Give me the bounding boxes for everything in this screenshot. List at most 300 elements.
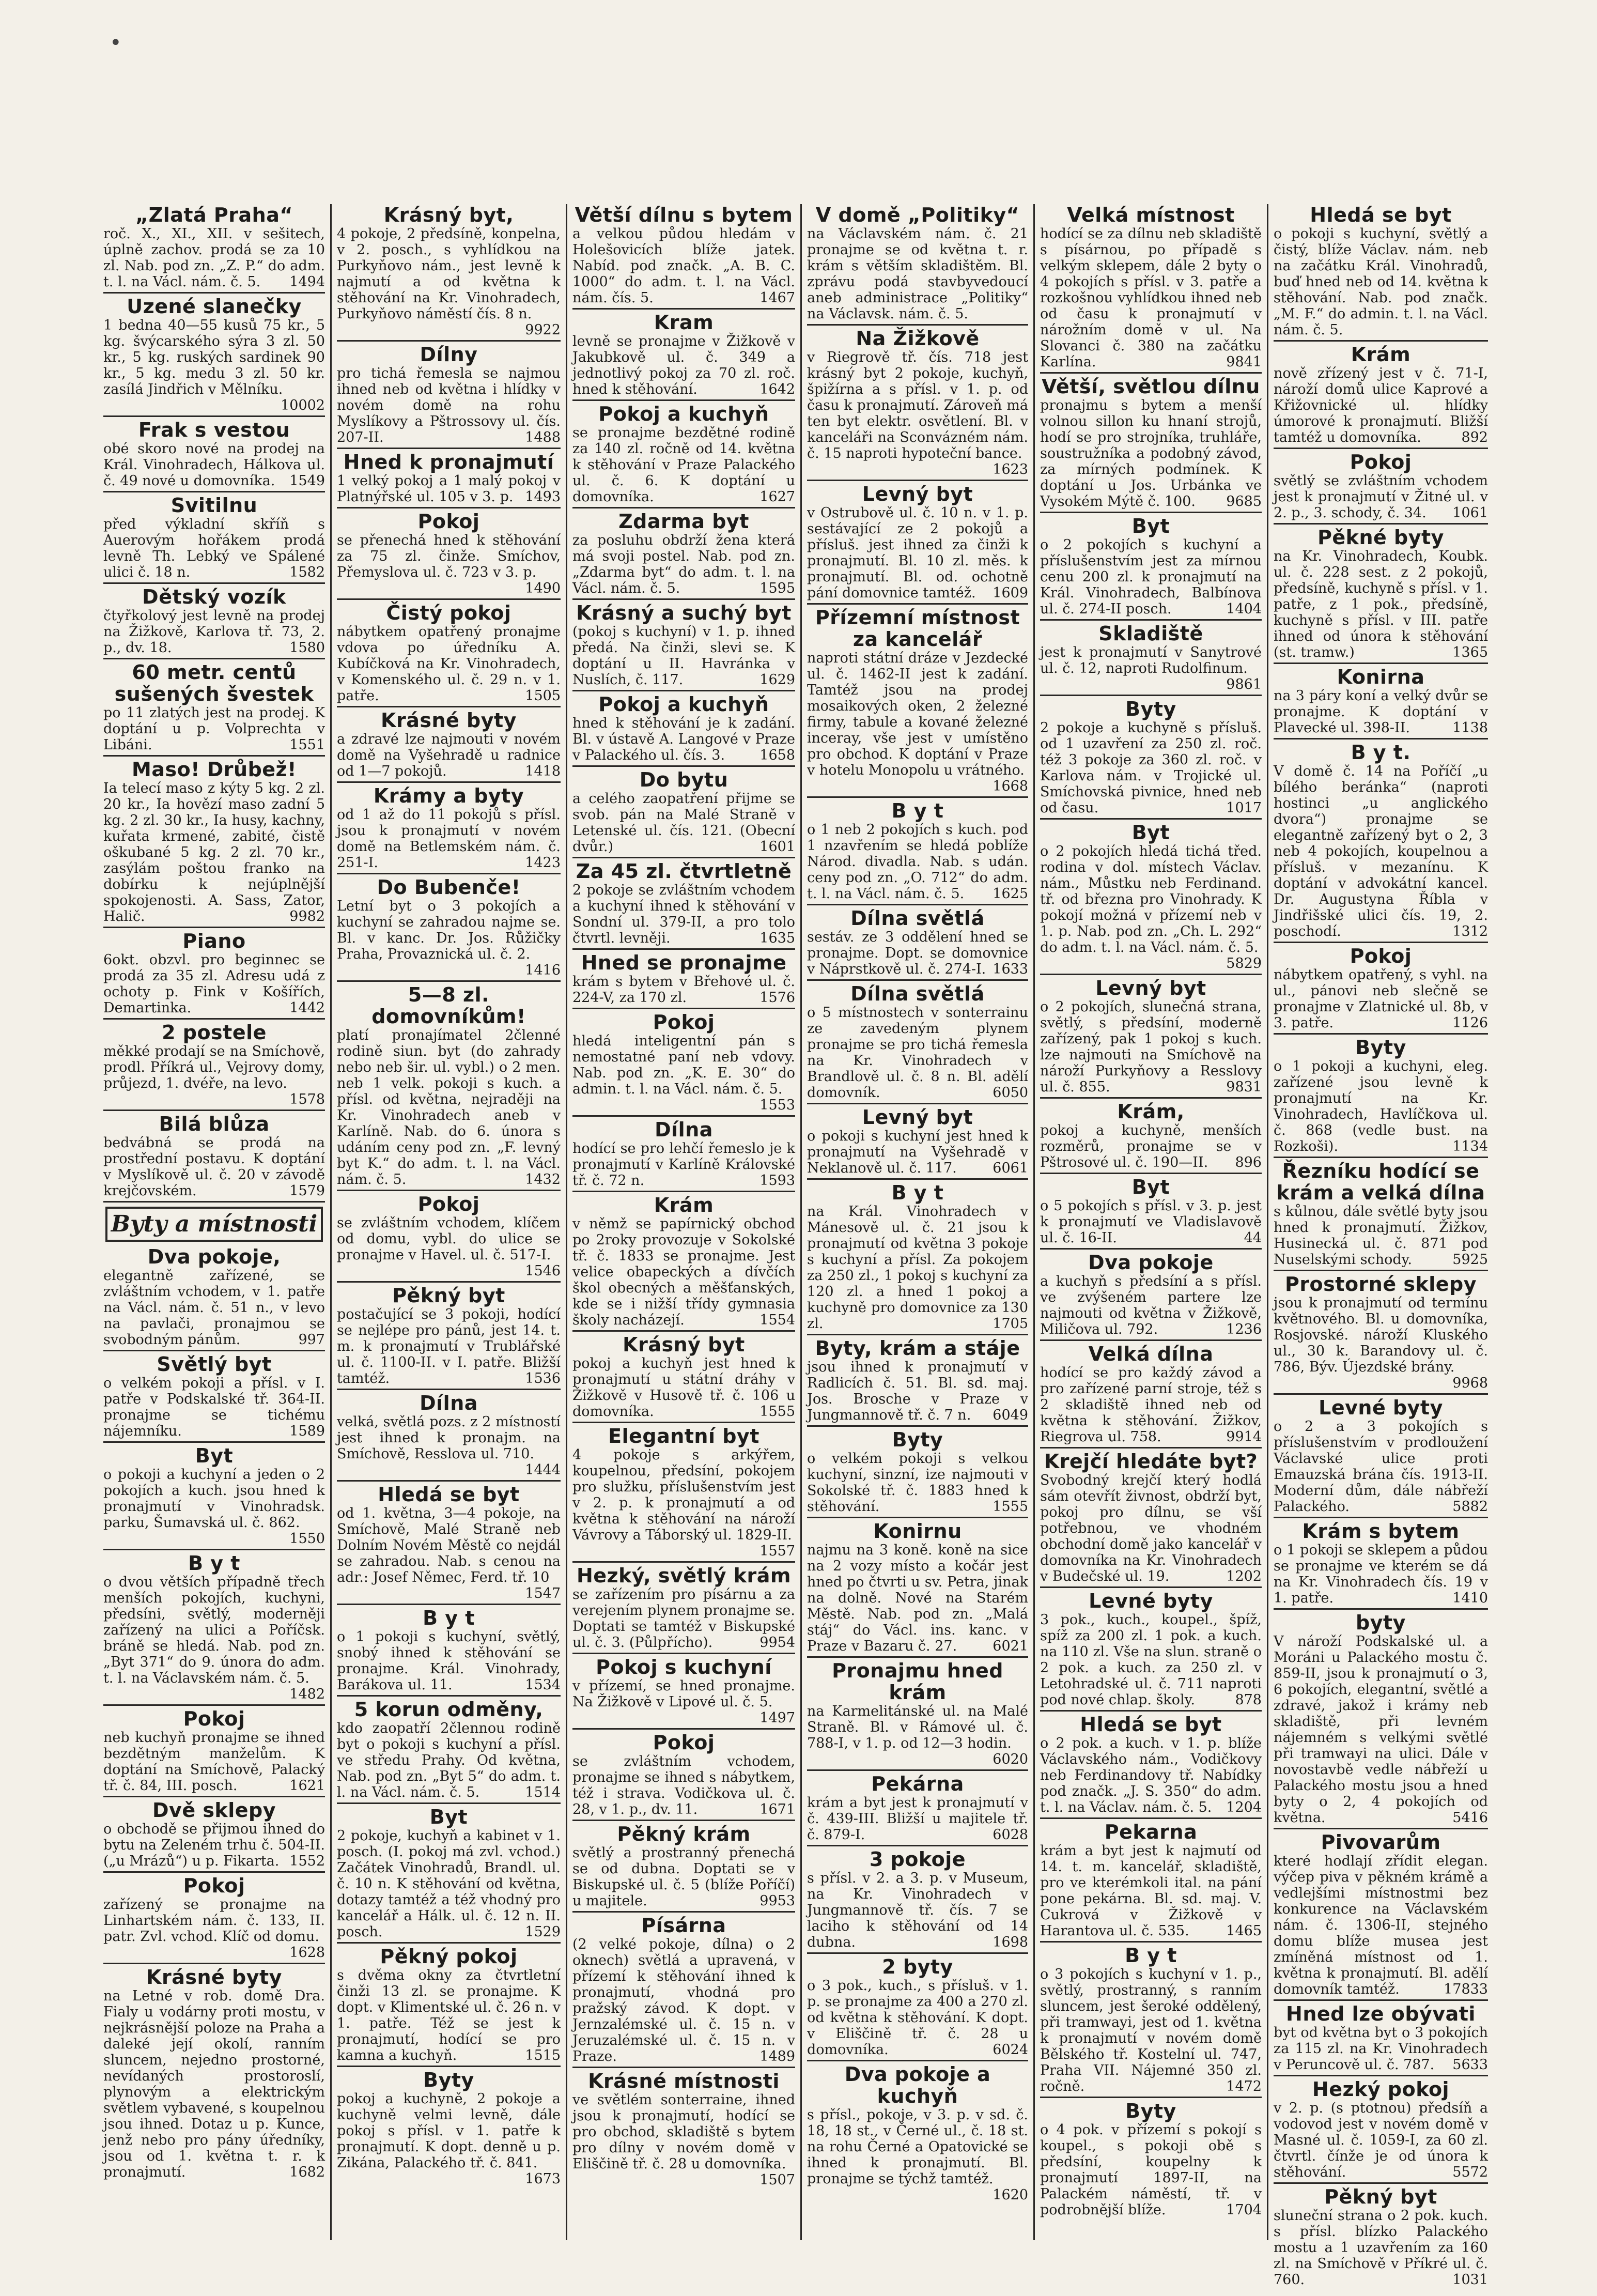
ad-divider (103, 1963, 325, 1964)
ad-headline: Krásný a suchý byt (576, 602, 792, 624)
classified-ad (572, 694, 795, 763)
classified-ad (103, 1246, 325, 1348)
ad-number: 5925 (1452, 1252, 1488, 1268)
ad-body: (pokoj s kuchyní) v 1. p. ihned předá. Na činži, slevi se. K doptání u II. Havránka v Nuslích, č. 117. 1629 (572, 624, 795, 688)
ad-body: 1 bedna 40—55 kusů 75 kr., 5 kg. švýcarského sýra 3 zl. 50 kr., 5 kg. ruských sardinek 90 kr., 5 kg. medu 3 zl. 50 kr. zasílá Jindřich v Mělníku. 10002 (103, 317, 325, 413)
ad-divider (1040, 1817, 1262, 1819)
ad-headline: Byty (1125, 698, 1176, 720)
classified-ad (1274, 1520, 1488, 1606)
ad-number: 1555 (993, 1499, 1028, 1515)
ad-body: s přísl. v 2. a 3. p. v Museum, na Kr. Vinohradech v Jungmannově tř. čís. 7 se laciho k stěhování od 14 dubna. 1698 (807, 1870, 1028, 1950)
ad-body: 2 pokoje se zvláštním vchodem a kuchyní ihned k stěhování v Sondní ul. 379-II, a pro tolo čtvrtl. levněji. 1635 (572, 882, 795, 946)
ad-divider (1040, 1339, 1262, 1341)
ad-divider (807, 1178, 1028, 1180)
ad-number: 1536 (525, 1370, 561, 1386)
classified-ad (1040, 623, 1262, 692)
ad-headline: Do Bubenče! (377, 876, 521, 899)
classified-ad (572, 1425, 795, 1559)
ad-headline: B y t. (1351, 741, 1411, 764)
classified-ad (572, 1732, 795, 1817)
ad-body: pro tichá řemesla se najmou ihned neb od května i hlídky v novém domě na rohu Myslíkovy a Pštrossovy ul. čís. 207-II. 1488 (337, 365, 561, 445)
ad-number: 1642 (759, 381, 795, 397)
classified-ad (337, 602, 561, 704)
ad-headline: Pokoj (653, 1011, 715, 1034)
ad-divider (1274, 662, 1488, 664)
classified-ad (807, 1429, 1028, 1515)
ad-number: 1494 (289, 274, 325, 290)
ad-number: 1682 (289, 2164, 325, 2180)
classified-ad (807, 607, 1028, 794)
ad-body: na Letné v rob. domě Dra. Fialy u vodárny proti mostu, v nejkrásnější poloze na Praha a daleké její okolí, ranním sluncem, nejedno prostorné, nevídaných prostoroslí, plynovým a elektrickým světlem vybavené, s koupelnou jsou ihned. Dotaz u p. Kunce, jenž nebo pro pány úředníky, jsou od 1. května t. r. k pronajmutí. 1682 (103, 1988, 325, 2180)
ad-body: hodící se za dílnu neb skladiště s písárnou, po případě s velkým sklepem, dále 2 byty o 4 pokojích s přísl. v 3. patře a rozkošnou vyhlídkou ihned neb od času k pronajmutí v nárožním domě v ul. Na Slovanci č. 380 na začátku Karlína. 9841 (1040, 226, 1262, 370)
ad-headline: Dvě sklepy (152, 1799, 276, 1822)
ad-headline: Frak s vestou (138, 419, 290, 441)
ad-body: V nároží Podskalské ul. a Moráni u Palackého mostu č. 859-II, jsou k pronajmutí o 3, 6 pokojích, elegantní, světlé a zdravé, jakož i krámy neb skladiště, při levném nájemném s velkými světlé při tramwayi na ulici. Dále v novostavbě vedle nábřeží u Palackého mostu jsou a hned byty o 2, 4 pokojích od května. 5416 (1274, 1634, 1488, 1826)
ad-headline: Písárna (641, 1914, 726, 1937)
ad-number: 1658 (759, 747, 795, 763)
ad-headline: Do bytu (639, 768, 728, 791)
ad-body: pronajmu s bytem a menší volnou sillon ku hnaní strojů, hodí se pro strojníka, truhláře, soustružníka a podobný závod, za mírných podmínek. K doptání u Jos. Urbánka ve Vysokém Mýtě č. 100. 9685 (1040, 397, 1262, 510)
ad-divider (103, 292, 325, 294)
ad-headline: Zdarma byt (618, 510, 749, 533)
ad-body: o velkém pokoji s velkou kuchyní, sinzní, ize najmouti v Sokolské tř. č. 1883 hned k stěhování. 1555 (807, 1451, 1028, 1515)
ad-headline: Krásný byt (623, 1333, 745, 1356)
ad-divider (572, 507, 795, 508)
ad-number: 1236 (1226, 1321, 1262, 1337)
ad-body: o 5 pokojích s přísl. v 3. p. jest k pronajmutí ve Vladislavově ul. č. 16-II. 44 (1040, 1198, 1262, 1246)
ad-headline: Pokoj (1350, 451, 1412, 473)
ad-divider (572, 765, 795, 767)
ad-body: s kůlnou, dále světlé byty jsou hned k pronajmutí. Žižkov, Husinecká ul. č. 871 pod Nuselskými schody. 5925 (1274, 1204, 1488, 1268)
ad-headline: 60 metr. centů sušených švestek (114, 661, 314, 705)
ad-divider (103, 491, 325, 492)
ad-number: 1482 (289, 1686, 325, 1702)
ad-divider (103, 658, 325, 659)
ad-headline: Byty (1125, 2100, 1176, 2122)
classified-ad (572, 860, 795, 946)
ad-number: 9831 (1226, 1079, 1262, 1095)
ad-number: 1507 (759, 2172, 795, 2188)
classified-ad (572, 1656, 795, 1726)
ad-divider (572, 1653, 795, 1654)
ad-number: 896 (1235, 1154, 1262, 1170)
ad-divider (572, 1422, 795, 1423)
ad-headline: Velká místnost (1067, 204, 1235, 226)
ad-body: kdo zaopatří 2člennou rodině byt o pokoji s kuchyní a přísl. ve středu Prahy. Od května, Nab. pod zn. „Byt 5“ do adm. t. l. na Václ. nám. č. 5. 1514 (337, 1720, 561, 1800)
ad-number: 1493 (525, 489, 561, 505)
classified-ad (1274, 344, 1488, 445)
ad-body: (2 velké pokoje, dílna) o 2 oknech) světlá a upravená, v přízemí k stěhování ihned k pronajmutí, vhodná pro pražský závod. K dopt. v Jernzalémské ul. č. 15 n. v Jeruzalémské ul. č. 15 n. v Praze. 1489 (572, 1936, 795, 2064)
ad-number: 1472 (1226, 2078, 1262, 2094)
ad-divider (103, 1441, 325, 1443)
ad-body: nábytkem opatřený pronajme vdova po úředníku A. Kubíčková na Kr. Vinohradech, v Komenského ul. č. 29 n. v 1. patře. 1505 (337, 624, 561, 704)
ad-divider (807, 1517, 1028, 1518)
ad-number: 1432 (525, 1172, 561, 1188)
ad-divider (337, 1942, 561, 1944)
ad-headline: Za 45 zl. čtvrtletně (576, 860, 792, 883)
ad-body: s dvěma okny za čtvrtletní činži 13 zl. se pronajme. K dopt. v Klimentské ul. č. 26 n. v 1. patře. Též se jest k pronajmutí, hodící se pro kamna a kuchyň. 1515 (337, 1967, 561, 2063)
ad-headline: Krásné byty (146, 1966, 282, 1989)
ad-divider (1040, 619, 1262, 621)
ad-body: 3 pok., kuch., koupel., špíž, spíž za 200 zl. 1 pok. a kuch. na 110 zl. Vše na slun. straně o 2 pok. a kuch. za 250 zl. v Letohradské ul. č. 711 naproti pod nové chlap. školy. 878 (1040, 1612, 1262, 1708)
classified-ad (1040, 822, 1262, 972)
classified-ad (807, 983, 1028, 1101)
ad-headline: „Zlatá Praha“ (135, 204, 293, 226)
ad-number: 17833 (1444, 1981, 1488, 1997)
ad-body: a celého zaopatření přijme se svob. pán na Malé Straně v Letenské ul. čís. 121. (Obecní dvůr.) 1601 (572, 791, 795, 855)
ad-headline: Uzené slanečky (127, 295, 302, 318)
classified-ad (1274, 1612, 1488, 1826)
classified-ad (103, 296, 325, 413)
ad-number: 6028 (993, 1827, 1028, 1843)
ad-headline: Byty (892, 1428, 943, 1451)
ad-number: 1551 (289, 737, 325, 753)
ad-body: od 1 až do 11 pokojů s přísl. jsou k pronajmutí v novém domě na Betlemském nám. č. 251-I. 1423 (337, 807, 561, 871)
ad-headline: Dětský vozík (142, 585, 286, 608)
classified-ad (337, 1285, 561, 1386)
ad-divider (1274, 2075, 1488, 2076)
ad-number: 1126 (1452, 1015, 1488, 1031)
ad-body: o pokoji s kuchyní, světlý a čistý, blíže Václav. nám. neb na začátku Král. Vinohradů, buď hned neb od 14. května k stěhování. Nab. pod značk. „M. F.“ do admin. t. l. na Václ. nám. č. 5. (1274, 226, 1488, 338)
ad-body: pokoj a kuchyně, menších rozměrů, pronajme se v Pštrosové ul. č. 190—II. 896 (1040, 1122, 1262, 1170)
ad-headline: Dílna světlá (850, 907, 985, 930)
ad-divider (572, 948, 795, 950)
ad-divider (807, 904, 1028, 905)
classified-ad (103, 930, 325, 1016)
ad-body: hledá inteligentní pán s nemostatné paní neb vdovy. Nab. pod zn. „K. E. 30“ do admin. t. l. na Václ. nám. č. 5. 1553 (572, 1033, 795, 1113)
ad-headline: Pěkný krám (617, 1823, 751, 1845)
ad-headline: Hledá se byt (1080, 1713, 1222, 1736)
ad-headline: Pokoj (417, 510, 480, 533)
ad-divider (572, 1008, 795, 1009)
section-banner: Byty a místnosti (105, 1207, 323, 1242)
ad-divider (337, 340, 561, 342)
ad-number: 1312 (1452, 923, 1488, 939)
ad-divider (1040, 1173, 1262, 1174)
classified-ad (807, 204, 1028, 322)
ad-number: 9922 (525, 322, 561, 338)
ad-number: 1489 (759, 2048, 795, 2064)
ad-headline: Byty (1355, 1036, 1406, 1059)
ad-divider (572, 1728, 795, 1730)
ad-number: 1627 (759, 489, 795, 505)
ad-body: o 2 pokojích, slunečná strana, světlý, s předsíní, moderně zařízený, pak 1 pokoj s kuch. lze najmouti na Smíchově na nároží Purkyňovy a Resslovy ul. č. 855. 9831 (1040, 999, 1262, 1095)
ad-headline: Byt (1131, 515, 1170, 537)
classified-ad (807, 328, 1028, 477)
ad-headline: Světlý byt (157, 1353, 272, 1376)
ad-body: bedvábná se prodá na prostřední postavu. K doptání v Myslíkově ul. č. 20 v závodě krejčovském. 1579 (103, 1135, 325, 1199)
classified-ad (103, 419, 325, 489)
classified-ad (337, 1193, 561, 1279)
ad-number: 1410 (1452, 1590, 1488, 1606)
ad-number: 9968 (1452, 1375, 1488, 1391)
ad-divider (337, 1281, 561, 1283)
ad-body: na Kr. Vinohradech, Koubk. ul. č. 228 sest. z 2 pokojů, předsíně, kuchyně s přísl. v 1. patře, z 1 pok., předsíně, kuchyně s přísl. v III. patře ihned od února k stěhování (st. tramw.) 1365 (1274, 548, 1488, 660)
classified-ad (103, 1875, 325, 1961)
ad-number: 1031 (1452, 2272, 1488, 2288)
classified-ad (337, 1699, 561, 1800)
ad-divider (572, 1115, 795, 1117)
ad-divider (572, 1820, 795, 1821)
ad-divider (337, 1190, 561, 1191)
ad-headline: Byty, krám a stáje (815, 1337, 1020, 1360)
ad-number: 1671 (759, 1801, 795, 1817)
classified-ad (572, 1119, 795, 1189)
ad-headline: B y t (891, 1181, 944, 1204)
classified-ad (1274, 527, 1488, 660)
classified-ad (1040, 204, 1262, 370)
ad-divider (1274, 340, 1488, 342)
ad-divider (1274, 523, 1488, 525)
ad-number: 1609 (993, 585, 1028, 601)
ad-body: nově zřízený jest v č. 71-I, nároží domů ulice Kaprové a Křižovnické ul. hlídky úmorové k pronajmutí. Bližší tamtéž u domovníka. 892 (1274, 365, 1488, 445)
ad-headline: Pokoj (183, 1707, 245, 1730)
ad-number: 1550 (289, 1531, 325, 1547)
ad-divider (103, 1704, 325, 1706)
ad-divider (1040, 818, 1262, 820)
classified-ad (572, 2070, 795, 2188)
ad-number: 1444 (525, 1462, 561, 1478)
ad-number: 1580 (289, 640, 325, 656)
ad-number: 1497 (759, 1710, 795, 1726)
ad-body: o velkém pokoji a přísl. v I. patře v Podskalské tř. 364-II. pronajme se tichému nájemníku. 1589 (103, 1375, 325, 1439)
ad-body: v němž se papírnický obchod po 2roky provozuje v Sokolské tř. č. 1833 se pronajme. Jest velice obapeckých a dívčích škol obecných a měšťanských, kde se i nižší třídy gymnasia školy nacházejí. 1554 (572, 1216, 795, 1328)
classified-ad (1274, 1160, 1488, 1268)
classified-ad (1040, 376, 1262, 510)
ad-divider (337, 1695, 561, 1697)
classified-ad (1040, 698, 1262, 816)
classified-ad (1040, 1343, 1262, 1445)
classified-ad (1040, 977, 1262, 1095)
ad-divider (572, 308, 795, 310)
ad-body: krám a byt jest k najmutí od 14. t. m. kancelář, skladiště, pro ve kterémkoli ital. na pání pone pekárna. Bl. sd. maj. V. Cukrová v Žižkově v Harantova ul. č. 535. 1465 (1040, 1843, 1262, 1939)
ad-divider (572, 690, 795, 691)
ad-divider (1040, 1248, 1262, 1250)
ad-headline: B y t (423, 1607, 475, 1629)
classified-ad (103, 759, 325, 924)
ad-number: 1633 (993, 961, 1028, 977)
classified-ad (1040, 1101, 1262, 1170)
ad-headline: Dílna (420, 1392, 478, 1414)
ad-divider (1274, 1157, 1488, 1158)
ad-body: 1 velký pokoj a 1 malý pokoj v Platnýřské ul. 105 v 3. p. 1493 (337, 473, 561, 505)
ad-number: 6020 (993, 1751, 1028, 1767)
ad-headline: Pivovarům (1321, 1831, 1441, 1854)
ad-divider (103, 415, 325, 417)
ad-headline: Dva pokoje (1088, 1251, 1214, 1274)
ad-headline: Levné byty (1089, 1590, 1213, 1612)
ad-body: v přízemí, se hned pronajme. Na Žižkově v Lipové ul. č. 5. 1497 (572, 1678, 795, 1726)
classified-ad (572, 602, 795, 688)
ad-headline: 5—8 zl. domovníkům! (371, 983, 526, 1028)
ad-number: 1673 (525, 2171, 561, 2187)
ad-divider (572, 857, 795, 858)
classified-ad (807, 483, 1028, 601)
ad-column-3 (566, 204, 800, 2240)
ad-body: v Riegrově tř. čís. 718 jest krásný byt 2 pokoje, kuchyň, špižírna a s přísl. v 1. p. od času k pronajmutí. Zároveň má ten byt elektr. osvětlení. Bl. v kanceláři na Sconvázném nám. č. 15 naproti hypoteční bance. 1623 (807, 349, 1028, 477)
ad-number: 1623 (993, 461, 1028, 477)
classified-ad (572, 1334, 795, 1420)
ad-number: 9914 (1226, 1429, 1262, 1445)
classified-ad (572, 1565, 795, 1651)
ad-divider (807, 796, 1028, 798)
classified-ad (572, 403, 795, 505)
classified-ad (337, 1607, 561, 1693)
ad-number: 6061 (993, 1160, 1028, 1176)
classified-ad (103, 586, 325, 656)
ad-divider (103, 1796, 325, 1797)
classified-ad (807, 1660, 1028, 1767)
ad-divider (1274, 1828, 1488, 1829)
ad-body: byt od května byt o 3 pokojích za 115 zl. na Kr. Vinohradech v Peruncově ul. č. 787. 5633 (1274, 2025, 1488, 2073)
ad-divider (1274, 1608, 1488, 1610)
ad-number: 1629 (759, 672, 795, 688)
ad-number: 878 (1235, 1692, 1262, 1708)
page-mark: • (110, 31, 122, 55)
ad-number: 1134 (1452, 1138, 1488, 1154)
ad-number: 1017 (1226, 800, 1262, 816)
ad-body: s přísl., pokoje, v 3. p. v sd. č. 18, 18 st., v Černé ul., č. 18 st. na rohu Černé a Opatovické se ihned k pronajmutí. Bl. pronajme se týchž tamtéž. 1620 (807, 2107, 1028, 2203)
ad-number: 1404 (1226, 601, 1262, 617)
ad-divider (807, 1103, 1028, 1104)
ad-body: levně se pronajme v Žižkově v Jakubkově ul. č. 349 a jednotlivý pokoj za 70 zl. roč. hned k stěhování. 1642 (572, 333, 795, 397)
ad-divider (1040, 372, 1262, 374)
ad-number: 1204 (1226, 1799, 1262, 1815)
ad-number: 1534 (525, 1677, 561, 1693)
classified-ad (337, 1806, 561, 1940)
ad-divider (337, 1604, 561, 1605)
ad-number: 1549 (289, 473, 325, 489)
ad-body: roč. X., XI., XII. v sešitech, úplně zachov. prodá se za 10 zl. Nab. pod zn. „Z. P.“ do adm. t. l. na Václ. nám. č. 5. 1494 (103, 226, 325, 290)
ad-body: sluneční strana o 2 pok. kuch. s přísl. blízko Palackého mostu a 1 uzavřením za 160 zl. na Smíchově v Příkré ul. č. 760. 1031 (1274, 2208, 1488, 2288)
classified-ad (103, 1552, 325, 1702)
ad-divider (1040, 1586, 1262, 1588)
ad-headline: Hned lze obývati (1286, 2002, 1476, 2025)
ad-number: 1601 (759, 839, 795, 855)
ad-headline: Krásný byt, (383, 204, 514, 226)
classified-ad (807, 1848, 1028, 1950)
classified-ad (807, 1182, 1028, 1332)
ad-headline: Dílna světlá (850, 982, 985, 1005)
ad-headline: Krám (1351, 343, 1411, 366)
ad-headline: Pekarna (1104, 1821, 1198, 1843)
ad-divider (572, 399, 795, 401)
ad-headline: Konirnu (873, 1520, 962, 1543)
ad-divider (1274, 942, 1488, 943)
ad-number: 9982 (289, 908, 325, 924)
ad-number: 1467 (759, 290, 795, 306)
ad-headline: Dva pokoje, (147, 1245, 281, 1268)
classified-ad (572, 769, 795, 855)
ad-divider (807, 324, 1028, 326)
ad-headline: Elegantní byt (608, 1425, 759, 1447)
ad-number: 1557 (759, 1543, 795, 1559)
ad-body: 6okt. obzvl. pro beginnec se prodá za 35 zl. Adresu udá z ochoty p. Fink v Košířích, Demartinka. 1442 (103, 952, 325, 1016)
ad-body: na Král. Vinohradech v Mánesově ul. č. 21 jsou k pronajmutí od května 3 pokoje s kuchyní a přísl. Za pokojem za 250 zl., 1 pokoj s kuchyní za 120 zl. a hned 1 pokoj a kuchyně pro domovnice za 130 zl. 1705 (807, 1204, 1028, 1332)
ad-headline: Levný byt (862, 483, 973, 505)
ad-body: 4 pokoje s arkýřem, koupelnou, předsíní, pokojem pro služku, příslušenstvím jest v 2. p. k pronajmutí a od května k stěhování na nároží Vávrovy a Táborský ul. 1829-II. 1557 (572, 1447, 795, 1559)
ad-number: 5572 (1452, 2164, 1488, 2180)
classified-ad (103, 1445, 325, 1547)
ad-headline: Byt (195, 1444, 234, 1467)
ad-body: V domě č. 14 na Poříčí „u bílého beránka“ (naproti hostinci „u anglického dvora“) pronajme se elegantně zařízený byt o 2, 3 neb 4 pokojích, koupelnou a přísluš. v mezanínu. K doptání v advokátní kancel. Dr. Augustyna Říbla v Jindřišské ulici čís. 19, 2. poschodí. 1312 (1274, 763, 1488, 939)
classified-ad (807, 1773, 1028, 1843)
ad-body: se pronajme bezdětné rodině za 140 zl. ročně od 14. května k stěhování v Praze Palackého ul. č. 6. K doptání u domovníka. 1627 (572, 425, 795, 505)
ad-number: 5416 (1452, 1810, 1488, 1826)
classified-ad (572, 1011, 795, 1113)
ad-body: které hodlají zřídit elegan. výčep piva v pěkném krámě a vedlejšími místnostmi bez konkurence na Václavském nám. č. 1306-II, stejného domu blíže musea jest zmíněná místnost od 1. května k pronajmutí. Bl. adělí domovník tamtéž. 17833 (1274, 1853, 1488, 1997)
classified-ad (103, 1708, 325, 1794)
ad-headline: Krámy a byty (373, 784, 524, 807)
classified-ad (807, 1956, 1028, 2058)
ad-body: pokoj a kuchyně, 2 pokoje a kuchyně velmi levně, dále pokoj s přísl. v 1. patře k pronajmutí. K dopt. denně u p. Zikána, Palackého tř. č. 841. 1673 (337, 2091, 561, 2187)
ad-body: hodící se pro každý závod a pro zařízené parní stroje, též s 2 skladiště ihned neb od května k stěhování. Žižkov, Riegrova ul. 758. 9914 (1040, 1365, 1262, 1445)
classified-ad (1040, 1821, 1262, 1939)
classified-ad (337, 344, 561, 445)
ad-divider (337, 706, 561, 707)
ad-headline: B y t (891, 799, 944, 822)
ad-number: 1578 (289, 1091, 325, 1107)
ad-divider (103, 582, 325, 584)
ad-body: na 3 páry koní a velký dvůr se pronajme. K doptání v Plavecké ul. 398-II. 1138 (1274, 688, 1488, 736)
ad-number: 1488 (525, 429, 561, 445)
classified-ad (103, 204, 325, 290)
classified-ad (103, 1353, 325, 1439)
classified-ad (103, 1799, 325, 1869)
ad-headline: Byt (1131, 821, 1170, 844)
ad-number: 1579 (289, 1183, 325, 1199)
ad-body: a velkou půdou hledám v Holešovicích blíže jatek. Nabíd. pod značk. „A. B. C. 1000“ do adm. t. l. na Václ. nám. čís. 5. 1467 (572, 226, 795, 306)
ad-number: 9841 (1226, 354, 1262, 370)
ad-divider (1040, 1447, 1262, 1449)
ad-headline: Hned se pronajme (581, 951, 787, 974)
ad-number: 6050 (993, 1085, 1028, 1101)
ad-headline: 2 postele (162, 1021, 267, 1044)
ad-number: 1465 (1226, 1923, 1262, 1939)
ad-number: 1365 (1452, 644, 1488, 660)
classified-ad (572, 312, 795, 397)
ad-headline: Krásné byty (381, 709, 517, 732)
classified-ad (807, 907, 1028, 977)
classified-ad (337, 2069, 561, 2187)
classified-ad (1274, 2186, 1488, 2288)
ad-body: krám s bytem v Břehové ul. č. 224-V, za 170 zl. 1576 (572, 974, 795, 1006)
ad-number: 1582 (289, 564, 325, 580)
ad-body: se přenechá hned k stěhování za 75 zl. činže. Smíchov, Přemyslova ul. č. 723 v 3. p. 1490 (337, 532, 561, 596)
ad-column-4 (800, 204, 1033, 2240)
ad-divider (337, 598, 561, 600)
ad-divider (103, 1018, 325, 1020)
classified-ad (572, 952, 795, 1006)
ad-divider (572, 1561, 795, 1563)
ad-headline: Pěkný pokoj (380, 1945, 518, 1968)
ad-headline: Dílna (655, 1118, 713, 1141)
classified-ad (1040, 515, 1262, 617)
ad-body: na Karmelitánské ul. na Malé Straně. Bl. v Rámové ul. č. 788-I, v 1. p. od 12—3 hodin. 6020 (807, 1703, 1028, 1767)
ad-number: 1589 (289, 1423, 325, 1439)
ad-number: 1553 (759, 1097, 795, 1113)
classified-ad (572, 1194, 795, 1328)
ad-number: 9954 (759, 1635, 795, 1651)
ad-headline: Krám, (1117, 1100, 1185, 1123)
ad-number: 1705 (993, 1316, 1028, 1332)
ad-body: 2 pokoje, kuchyň a kabinet v 1. posch. (I. pokoj má zvl. vchod.) Začátek Vinohradů, Brandl. ul. č. 10 n. K stěhování od května, dotazy tamtéž a též vhodný pro kancelář a Hálk. ul. č. 12 n. II. posch. 1529 (337, 1828, 561, 1940)
ad-column-5 (1033, 204, 1267, 2240)
ad-body: neb kuchyň pronajme se ihned bezdětným manželům. K doptání na Smíchově, Palacký tř. č. 84, III. posch. 1621 (103, 1730, 325, 1794)
classified-ad (807, 1106, 1028, 1176)
ad-headline: Byty (423, 2069, 474, 2091)
ad-body: o pokoji s kuchyní jest hned k pronajmutí na Vyšehradě v Neklanově ul. č. 117. 6061 (807, 1128, 1028, 1176)
